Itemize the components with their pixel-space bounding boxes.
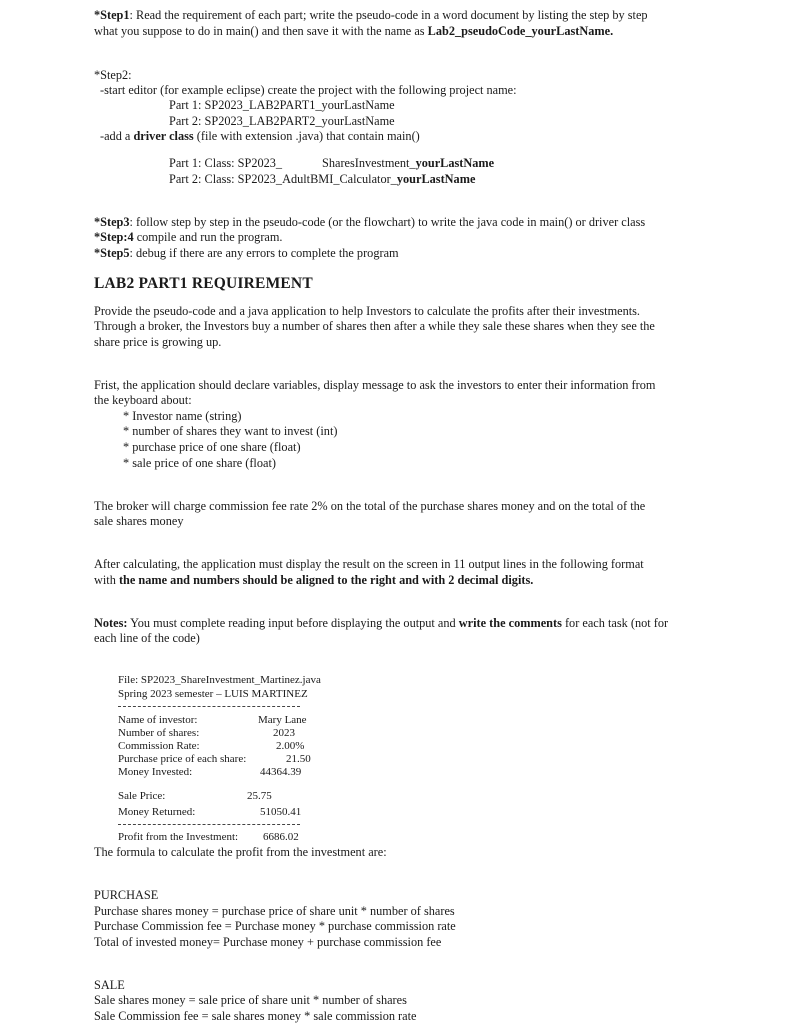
output-profit-label: Profit from the Investment: [118,831,239,843]
step1-filename: Lab2_pseudoCode_yourLastName. [427,24,614,38]
driver-class-text: driver class [133,129,194,143]
output-divider [118,706,300,707]
after-line1: After calculating, the application must display the result on the screen in 11 output lines in the following format [94,557,644,571]
after-line2 [94,572,533,588]
output-sale-price-value: 25.75 [247,790,272,802]
step4-text: compile and run the program. [133,230,283,244]
output-row-value: 2.00% [276,740,305,752]
step2-project-part2: Part 2: SP2023_LAB2PART2_yourLastName [169,114,395,128]
broker-line2: sale shares money [94,514,184,528]
purchase-formula: Total of invested money= Purchase money + purchase commission fee [94,935,442,949]
step4-line [94,229,283,245]
output-money-returned-label: Money Returned: [118,806,196,818]
input-item: * purchase price of one share (float) [123,440,301,454]
after-bold: the name and numbers should be aligned to the right and with 2 decimal digits. [118,573,534,587]
output-row-label: Purchase price of each share: [118,753,247,765]
notes-label: Notes: [94,616,128,630]
step5-label: *Step5 [94,246,130,260]
output-sale-price-label: Sale Price: [118,790,166,802]
output-row-value: 21.50 [286,753,311,765]
input-item: * Investor name (string) [123,409,242,423]
output-file-line: File: SP2023_ShareInvestment_Martinez.java [118,674,321,686]
output-row-value: 2023 [273,727,295,739]
notes-text-c: for each task (not for [561,616,669,630]
intro-line3: share price is growing up. [94,335,222,349]
sale-formula: Sale Commission fee = sale shares money * sale commission rate [94,1009,417,1023]
requirement-heading: LAB2 PART1 REQUIREMENT [94,275,313,292]
intro-line1: Provide the pseudo-code and a java application to help Investors to calculate the profits after their investments. [94,304,641,318]
step2-class-part2 [169,171,475,187]
step4-label: *Step:4 [94,230,134,244]
class-part1-c: yourLastName [415,156,495,170]
step3-text: : follow step by step in the pseudo-code (or the flowchart) to write the java code in main() or driver class [129,215,646,229]
step2-class-part1-name [322,155,494,171]
step2-start-editor: -start editor (for example eclipse) create the project with the following project name: [100,83,517,97]
add-prefix: -add a [100,129,134,143]
step1-text: : Read the requirement of each part; write the pseudo-code in a word document by listing the step by step [129,8,648,22]
step2-add-driver [100,128,420,144]
class-part2-b: yourLastName [396,172,476,186]
step2-project-part1: Part 1: SP2023_LAB2PART1_yourLastName [169,98,395,112]
sale-formula: Sale shares money = sale price of share unit * number of shares [94,993,407,1007]
step2-label: *Step2: [94,68,132,82]
class-part2-a: Part 2: Class: SP2023_AdultBMI_Calculator_ [169,172,397,186]
output-row-label: Name of investor: [118,714,198,726]
output-money-returned-value: 51050.41 [260,806,302,818]
output-row-label: Commission Rate: [118,740,200,752]
step1-text-2: what you suppose to do in main() and then save it with the name as [94,24,428,38]
output-divider [118,824,300,825]
output-row-value: Mary Lane [258,714,307,726]
notes-text-a: You must complete reading input before displaying the output and [127,616,459,630]
notes-bold: write the comments [458,616,562,630]
purchase-formula: Purchase Commission fee = Purchase money * purchase commission rate [94,919,456,933]
output-row-label: Number of shares: [118,727,200,739]
step5-text: : debug if there are any errors to complete the program [129,246,399,260]
step3-label: *Step3 [94,215,130,229]
purchase-heading: PURCHASE [94,888,159,902]
output-row-label: Money Invested: [118,766,193,778]
add-rest: (file with extension .java) that contain main() [193,129,420,143]
notes-line1 [94,615,668,631]
formula-intro: The formula to calculate the profit from the investment are: [94,845,387,859]
broker-line1: The broker will charge commission fee rate 2% on the total of the purchase shares money and on the total of the [94,499,646,513]
first-line2: the keyboard about: [94,393,192,407]
after-prefix: with [94,573,119,587]
step5-line [94,245,399,261]
step1-label: *Step1 [94,8,130,22]
output-row-value: 44364.39 [260,766,302,778]
purchase-formula: Purchase shares money = purchase price of share unit * number of shares [94,904,455,918]
intro-line2: Through a broker, the Investors buy a number of shares then after a while they sale these shares when they see the [94,319,655,333]
step2-class-part1 [169,155,282,171]
class-part1-b: SharesInvestment_ [322,156,416,170]
input-item: * sale price of one share (float) [123,456,276,470]
first-line1: Frist, the application should declare variables, display message to ask the investors to enter their information from [94,378,656,392]
step1-line2 [94,23,613,39]
step3-line [94,214,645,230]
output-profit-value: 6686.02 [263,831,299,843]
sale-heading: SALE [94,978,125,992]
class-part1-a: Part 1: Class: SP2023_ [169,156,283,170]
input-item: * number of shares they want to invest (int) [123,424,338,438]
notes-line2: each line of the code) [94,631,200,645]
output-semester-line: Spring 2023 semester – LUIS MARTINEZ [118,688,308,700]
step1-line1 [94,7,648,23]
